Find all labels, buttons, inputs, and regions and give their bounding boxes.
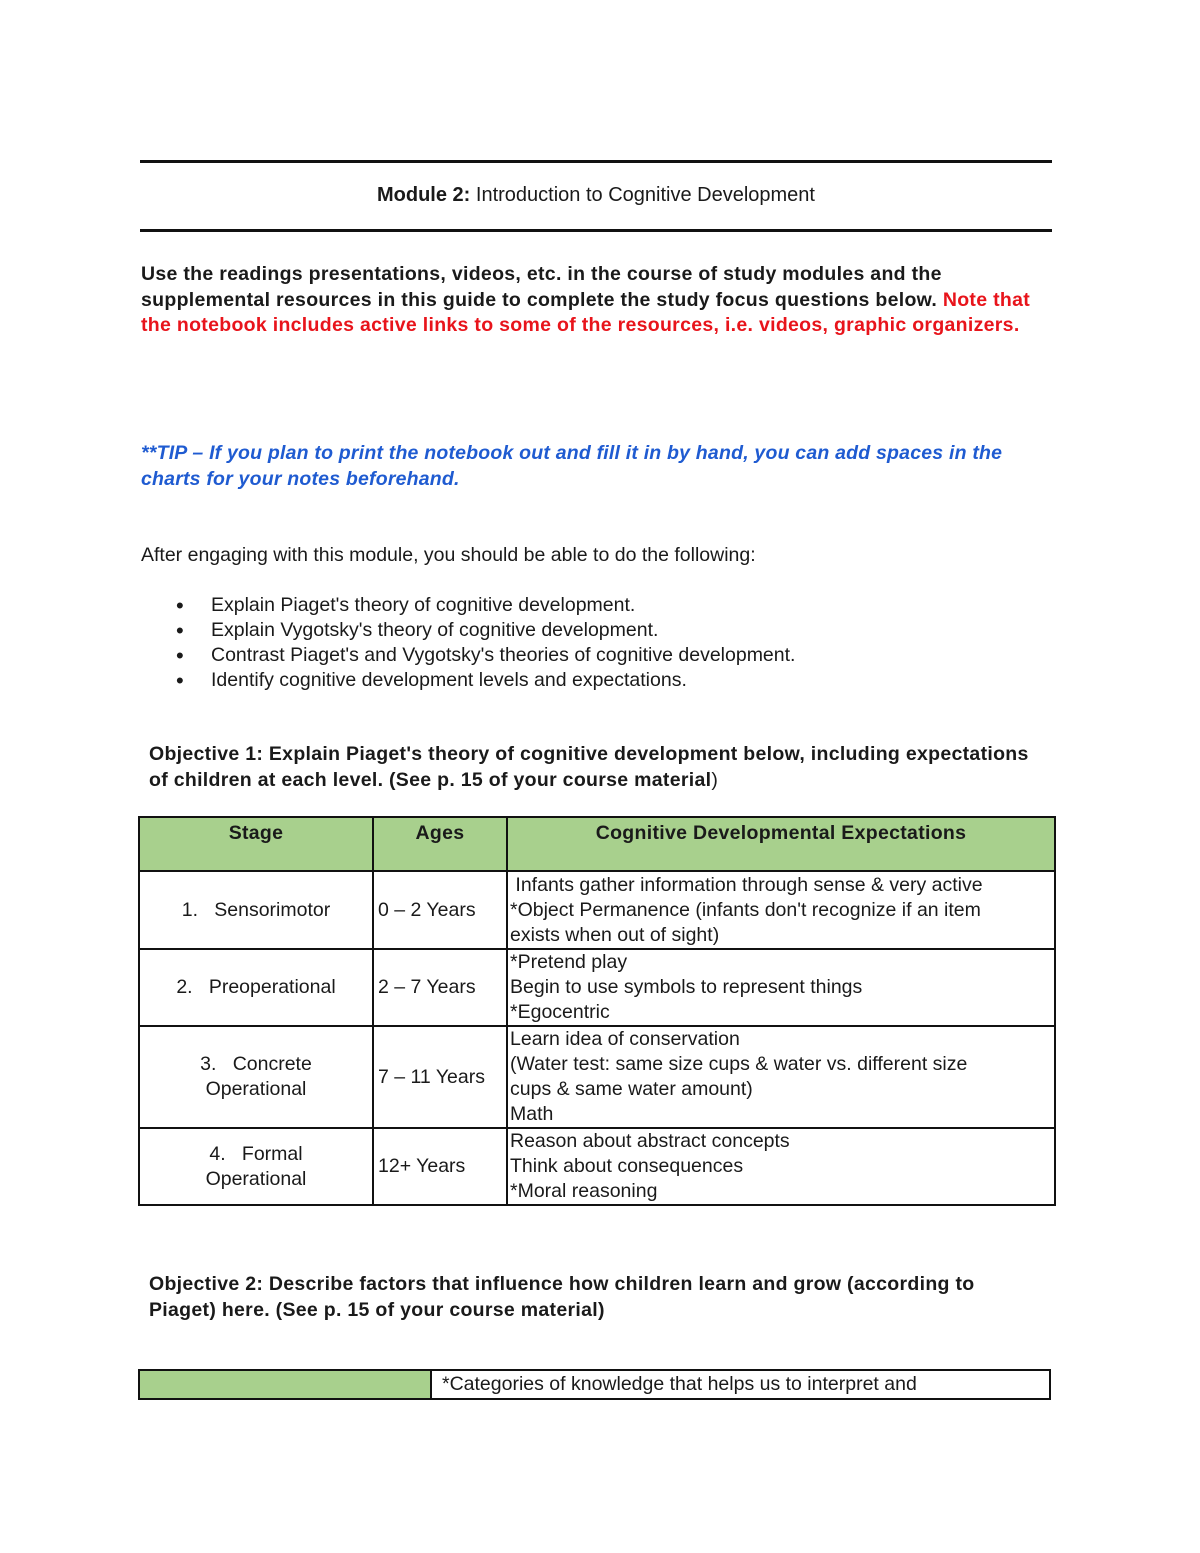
module-label: Module 2:	[377, 184, 471, 206]
objective-1-text: Objective 1: Explain Piaget's theory of cognitive development below, including expectations of children at each level. (See p. 15 of your course material	[149, 743, 1029, 791]
goals-list	[176, 593, 795, 693]
list-item: • Explain Vygotsky's theory of cognitive development.	[176, 618, 795, 643]
expectation-line: Learn idea of conservation	[510, 1028, 740, 1050]
table-header-row	[139, 817, 1055, 871]
factors-table	[138, 1369, 1051, 1400]
stage-name-cont: Operational	[205, 1167, 307, 1190]
expectation-line: Reason about abstract concepts	[510, 1130, 790, 1152]
age-cell: 0 – 2 Years	[373, 871, 507, 949]
stage-name: 4. Formal	[209, 1142, 303, 1165]
age-cell: 7 – 11 Years	[373, 1026, 507, 1128]
expectations-cell	[507, 871, 1055, 949]
top-rule-2	[140, 229, 1052, 232]
expectation-line: cups & same water amount)	[510, 1078, 753, 1100]
header-ages: Ages	[373, 817, 507, 871]
intro-note: Note that the notebook includes active links to some of the resources, i.e. videos, graphic organizers.	[141, 288, 1031, 336]
stage-cell	[139, 949, 373, 1026]
table-row	[139, 1128, 1055, 1205]
after-text: After engaging with this module, you should be able to do the following:	[141, 544, 756, 566]
expectations-cell	[507, 1128, 1055, 1205]
expectation-line: *Object Permanence (infants don't recognize if an item	[510, 899, 981, 921]
module-name: Introduction to Cognitive Development	[475, 184, 815, 206]
age-cell: 2 – 7 Years	[373, 949, 507, 1026]
expectation-line: Math	[510, 1103, 554, 1125]
objective-1	[149, 742, 1049, 793]
expectation-line: Begin to use symbols to represent things	[510, 976, 863, 998]
expectation-line: *Pretend play	[510, 951, 628, 973]
stage-name: 2. Preoperational	[176, 976, 336, 998]
age-cell: 12+ Years	[373, 1128, 507, 1205]
stage-cell	[139, 871, 373, 949]
expectations-cell	[507, 949, 1055, 1026]
stage-name: 3. Concrete	[200, 1053, 312, 1075]
expectation-line: Infants gather information through sense & very active	[510, 874, 983, 896]
intro-paragraph	[141, 262, 1061, 339]
expectation-line: *Egocentric	[510, 1001, 610, 1023]
stage-name: 1. Sensorimotor	[181, 898, 331, 921]
expectations-cell	[507, 1026, 1055, 1128]
objective-2: Objective 2: Describe factors that influence how children learn and grow (according to Piaget) here. (See p. 15 of your course material)	[149, 1273, 975, 1321]
list-item: • Contrast Piaget's and Vygotsky's theories of cognitive development.	[176, 643, 795, 668]
module-title	[140, 184, 1052, 207]
tip-paragraph: **TIP – If you plan to print the notebook out and fill it in by hand, you can add spaces in the charts for your notes beforehand.	[141, 442, 1003, 490]
top-rule-1	[140, 160, 1052, 163]
table-row	[139, 871, 1055, 949]
intro-text: Use the readings presentations, videos, etc. in the course of study modules and the supplemental resources in this guide to complete the study focus questions below.	[141, 263, 942, 311]
header-stage: Stage	[139, 817, 373, 871]
stage-cell	[139, 1128, 373, 1205]
list-item: • Identify cognitive development levels and expectations.	[176, 668, 795, 693]
expectation-line: (Water test: same size cups & water vs. different size	[510, 1053, 968, 1075]
stage-name-cont: Operational	[205, 1078, 307, 1100]
table-row	[139, 1026, 1055, 1128]
table-row	[139, 949, 1055, 1026]
list-item: • Explain Piaget's theory of cognitive development.	[176, 593, 795, 618]
factors-label-cell	[140, 1371, 432, 1398]
header-expectations: Cognitive Developmental Expectations	[507, 817, 1055, 871]
expectation-line: *Moral reasoning	[510, 1180, 658, 1202]
objective-1-close: )	[711, 768, 719, 791]
expectation-line: Think about consequences	[510, 1155, 744, 1177]
factors-text-cell: *Categories of knowledge that helps us to interpret and	[442, 1373, 917, 1395]
stage-cell	[139, 1026, 373, 1128]
stages-table	[138, 816, 1056, 1206]
expectation-line: exists when out of sight)	[510, 924, 720, 946]
